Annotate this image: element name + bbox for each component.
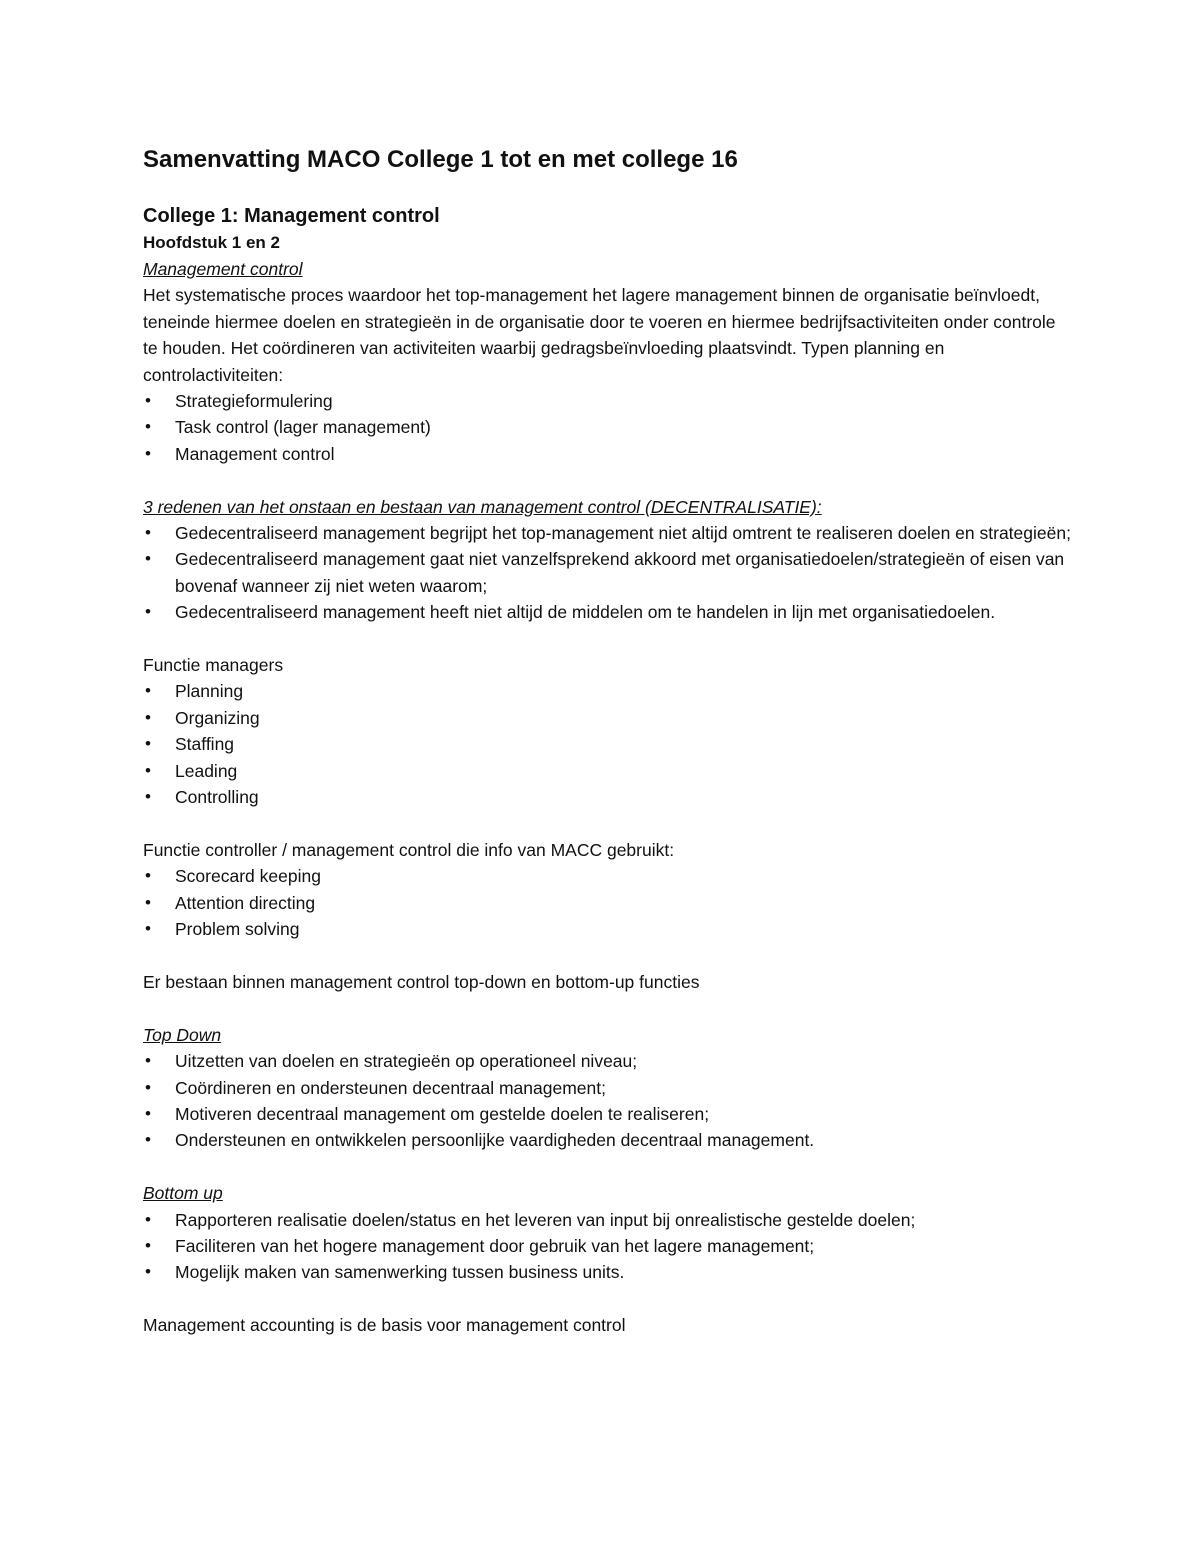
bullet-icon: • [145,523,151,543]
reasons-heading: 3 redenen van het onstaan en bestaan van management control (DECENTRALISATIE): [143,496,822,517]
bullet-icon: • [145,417,151,437]
bullet-icon: • [145,760,151,780]
functions-sentence: Er bestaan binnen management control top-down en bottom-up functies [143,971,700,992]
list-item: • Scorecard keeping [143,863,1073,889]
list-item: • Controlling [143,784,1073,810]
bullet-icon: • [145,707,151,727]
chapter-heading: Hoofdstuk 1 en 2 [143,233,280,252]
bullet-icon: • [145,734,151,754]
list-item: • Motiveren decentraal management om gestelde doelen te realiseren; [143,1101,1073,1127]
list-item: • Mogelijk maken van samenwerking tussen business units. [143,1259,1073,1285]
list-item: • Management control [143,441,1073,467]
top-down-list [143,1048,1073,1154]
bullet-icon: • [145,549,151,569]
list-item: • Attention directing [143,890,1073,916]
bullet-icon: • [145,1235,151,1255]
list-item: • Task control (lager management) [143,414,1073,440]
list-item: • Ondersteunen en ontwikkelen persoonlijke vaardigheden decentraal management. [143,1127,1073,1153]
list-item: • Organizing [143,705,1073,731]
bullet-icon: • [145,1130,151,1150]
bullet-icon: • [145,892,151,912]
list-item: • Gedecentraliseerd management heeft niet altijd de middelen om te handelen in lijn met organisatiedoelen. [143,599,1073,625]
top-down-heading: Top Down [143,1024,222,1045]
bottom-up-list [143,1207,1073,1286]
bullet-icon: • [145,443,151,463]
bullet-icon: • [145,681,151,701]
planning-types-list [143,388,1073,467]
section-title: College 1: Management control [143,205,440,227]
list-item: • Strategieformulering [143,388,1073,414]
document-title: Samenvatting MACO College 1 tot en met college 16 [143,146,738,173]
list-item: • Uitzetten van doelen en strategieën op operationeel niveau; [143,1048,1073,1074]
bullet-icon: • [145,1262,151,1282]
bullet-icon: • [145,1051,151,1071]
list-item: • Faciliteren van het hogere management door gebruik van het lagere management; [143,1233,1073,1259]
list-item: • Coördineren en ondersteunen decentraal management; [143,1075,1073,1101]
list-item: • Staffing [143,731,1073,757]
bullet-icon: • [145,1209,151,1229]
managers-list [143,678,1073,810]
document-page [143,142,1073,1339]
list-item: • Gedecentraliseerd management begrijpt het top-management niet altijd omtrent te realiseren doelen en strategieën; [143,520,1073,546]
bullet-icon: • [145,1103,151,1123]
list-item: • Planning [143,678,1073,704]
controller-heading: Functie controller / management control die info van MACC gebruikt: [143,839,675,860]
list-item: • Leading [143,758,1073,784]
bullet-icon: • [145,919,151,939]
list-item: • Problem solving [143,916,1073,942]
reasons-list [143,520,1073,626]
bullet-icon: • [145,602,151,622]
bullet-icon: • [145,787,151,807]
bullet-icon: • [145,866,151,886]
managers-heading: Functie managers [143,655,284,676]
definition-text: Het systematische proces waardoor het top-management het lagere management binnen de organisatie beïnvloedt, teneinde hiermee doelen en strategieën in de organisatie door te voeren en hiermee bedrijfsactiviteiten onder controle te houden. Het coördineren van activiteiten waarbij gedragsbeïnvloeding plaatsvindt. Typen planning en controlactiviteiten: [143,285,1056,385]
list-item: • Gedecentraliseerd management gaat niet vanzelfsprekend akkoord met organisatiedoelen/strategieën of eisen van bovenaf wanneer zij niet weten waarom; [143,546,1073,599]
definition-heading: Management control [143,259,303,279]
bullet-icon: • [145,1077,151,1097]
closing-sentence: Management accounting is de basis voor management control [143,1315,626,1336]
controller-list [143,863,1073,942]
bottom-up-heading: Bottom up [143,1183,223,1204]
bullet-icon: • [145,391,151,411]
list-item: • Rapporteren realisatie doelen/status en het leveren van input bij onrealistische gestelde doelen; [143,1207,1073,1233]
